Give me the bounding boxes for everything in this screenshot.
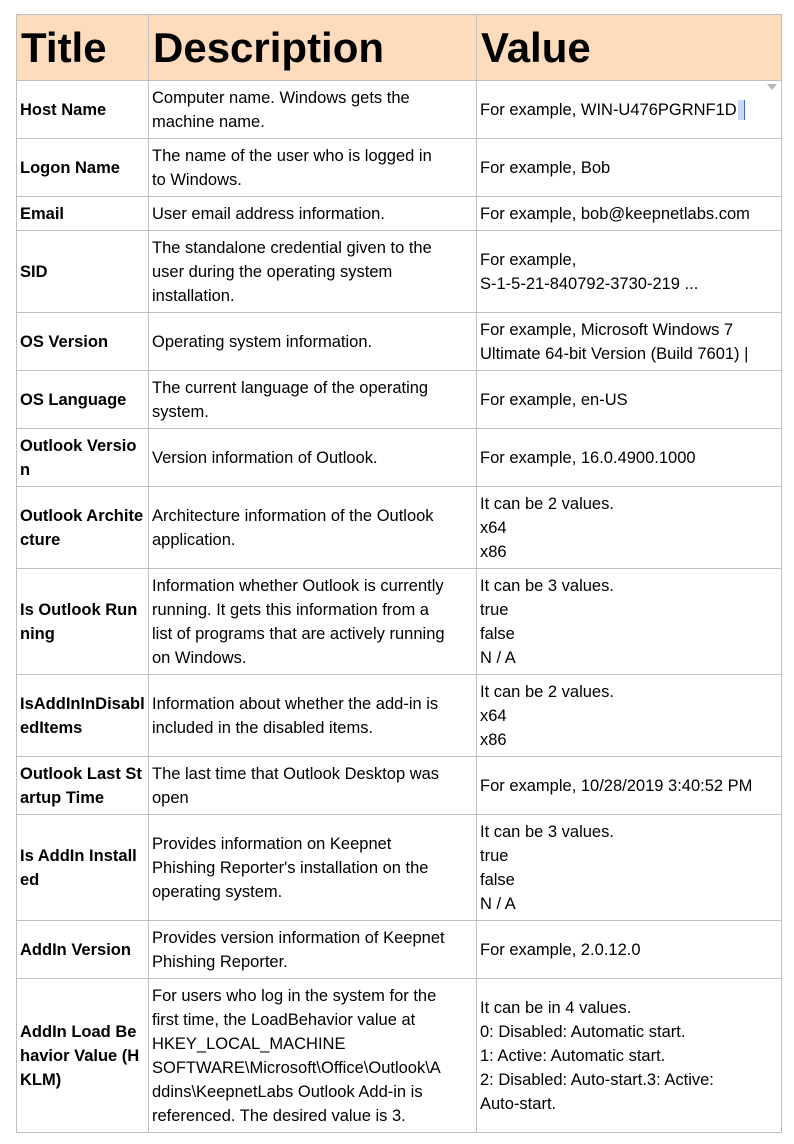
table-row	[17, 81, 782, 139]
description-cell[interactable]: Information whether Outlook is currently running. It gets this information from a list of programs that are actively running on Windows.	[149, 569, 477, 675]
description-cell[interactable]: Provides information on Keepnet Phishing Reporter's installation on the operating system.	[149, 815, 477, 921]
table-row	[17, 757, 782, 815]
table-row	[17, 429, 782, 487]
header-row	[17, 15, 782, 81]
table-row	[17, 815, 782, 921]
value-cell[interactable]: For example, Bob	[477, 139, 782, 197]
value-cell[interactable]: For example, Microsoft Windows 7 Ultimate 64-bit Version (Build 7601) |	[477, 313, 782, 371]
dropdown-arrow-icon[interactable]	[767, 84, 777, 90]
header-value[interactable]: Value	[477, 15, 782, 81]
value-cell[interactable]	[477, 81, 782, 139]
title-cell[interactable]: Outlook Version	[17, 429, 149, 487]
table-row	[17, 675, 782, 757]
title-cell[interactable]: AddIn Load Behavior Value (HKLM)	[17, 979, 149, 1133]
title-cell[interactable]: SID	[17, 231, 149, 313]
description-cell[interactable]: For users who log in the system for the first time, the LoadBehavior value at HKEY_LOCAL_MACHINE SOFTWARE\Microsoft\Office\Outlook\A ddins\KeepnetLabs Outlook Add-in is referenced. The desired value is 3.	[149, 979, 477, 1133]
title-cell[interactable]: Is AddIn Installed	[17, 815, 149, 921]
properties-table	[16, 14, 782, 1133]
table-row	[17, 197, 782, 231]
title-cell[interactable]: Host Name	[17, 81, 149, 139]
description-cell[interactable]: Provides version information of Keepnet Phishing Reporter.	[149, 921, 477, 979]
header-title[interactable]: Title	[17, 15, 149, 81]
description-cell[interactable]: Version information of Outlook.	[149, 429, 477, 487]
title-cell[interactable]: IsAddInInDisabledItems	[17, 675, 149, 757]
value-cell[interactable]: For example, 16.0.4900.1000	[477, 429, 782, 487]
value-cell[interactable]: For example, 10/28/2019 3:40:52 PM	[477, 757, 782, 815]
description-cell[interactable]: User email address information.	[149, 197, 477, 231]
title-cell[interactable]: Outlook Architecture	[17, 487, 149, 569]
table-row	[17, 139, 782, 197]
table-row	[17, 231, 782, 313]
description-cell[interactable]: Architecture information of the Outlook application.	[149, 487, 477, 569]
header-description[interactable]: Description	[149, 15, 477, 81]
description-cell[interactable]: Information about whether the add-in is included in the disabled items.	[149, 675, 477, 757]
value-cell[interactable]: For example, bob@keepnetlabs.com	[477, 197, 782, 231]
value-cell[interactable]: It can be 3 values. true false N / A	[477, 569, 782, 675]
text-cursor	[738, 100, 745, 120]
title-cell[interactable]: Email	[17, 197, 149, 231]
description-cell[interactable]: The standalone credential given to the user during the operating system installation.	[149, 231, 477, 313]
table-row	[17, 569, 782, 675]
value-cell[interactable]: For example, en-US	[477, 371, 782, 429]
table-row	[17, 979, 782, 1133]
description-cell[interactable]: Operating system information.	[149, 313, 477, 371]
title-cell[interactable]: Is Outlook Running	[17, 569, 149, 675]
description-cell[interactable]: The current language of the operating system.	[149, 371, 477, 429]
title-cell[interactable]: OS Version	[17, 313, 149, 371]
table-row	[17, 487, 782, 569]
description-cell[interactable]: The last time that Outlook Desktop was open	[149, 757, 477, 815]
table-row	[17, 313, 782, 371]
title-cell[interactable]: Logon Name	[17, 139, 149, 197]
description-cell[interactable]: The name of the user who is logged in to Windows.	[149, 139, 477, 197]
value-cell[interactable]: For example, 2.0.12.0	[477, 921, 782, 979]
value-cell[interactable]: It can be 3 values. true false N / A	[477, 815, 782, 921]
value-text: For example, WIN-U476PGRNF1D	[480, 100, 737, 119]
table-row	[17, 921, 782, 979]
value-cell[interactable]: It can be in 4 values. 0: Disabled: Automatic start. 1: Active: Automatic start. 2: Disabled: Auto-start.3: Active: Auto-start.	[477, 979, 782, 1133]
value-cell[interactable]: For example, S-1-5-21-840792-3730-219 ...	[477, 231, 782, 313]
title-cell[interactable]: OS Language	[17, 371, 149, 429]
description-cell[interactable]: Computer name. Windows gets the machine name.	[149, 81, 477, 139]
table-row	[17, 371, 782, 429]
title-cell[interactable]: Outlook Last Startup Time	[17, 757, 149, 815]
value-cell[interactable]: It can be 2 values. x64 x86	[477, 487, 782, 569]
title-cell[interactable]: AddIn Version	[17, 921, 149, 979]
value-cell[interactable]: It can be 2 values. x64 x86	[477, 675, 782, 757]
